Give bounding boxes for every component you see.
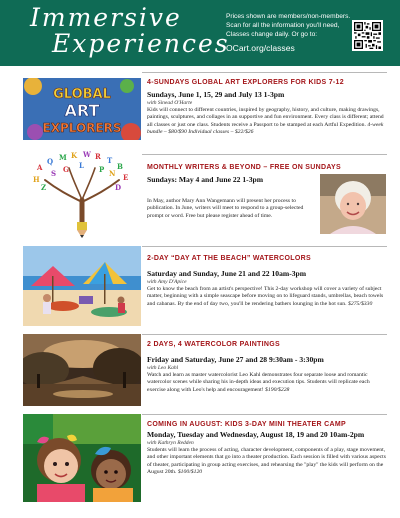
section-price: $190/$228 — [265, 386, 290, 393]
svg-text:T: T — [107, 156, 113, 165]
section-monthly-writers — [147, 163, 341, 220]
kids-theater-photo — [23, 414, 141, 502]
section-watercolor-paintings — [147, 340, 387, 394]
section-dates: Sundays, June 1, 15, 29 and July 13 1-3pm — [147, 90, 285, 99]
svg-text:E: E — [123, 173, 129, 182]
section-dates: Monday, Tuesday and Wednesday, August 18, 19 and 20 10am-2pm — [147, 430, 365, 439]
svg-text:P: P — [99, 165, 105, 174]
svg-text:L: L — [79, 161, 84, 170]
svg-text:R: R — [95, 152, 101, 161]
page-title — [30, 3, 230, 58]
section-dates: Sundays: May 4 and June 22 1-3pm — [147, 175, 264, 184]
svg-text:M: M — [59, 153, 67, 162]
beach-watercolor-image — [23, 246, 141, 326]
image-text-global: GLOBAL — [53, 87, 111, 102]
svg-text:D: D — [115, 183, 122, 192]
classes-url-link[interactable]: OCart.org/classes — [226, 43, 295, 53]
qr-code[interactable] — [352, 20, 383, 51]
pencil-tree-illustration — [23, 150, 141, 238]
page-title-line-1: Immersive — [30, 3, 182, 32]
section-title: 2-DAY “DAY AT THE BEACH” WATERCOLORS — [147, 255, 311, 262]
global-art-explorers-image — [23, 78, 141, 140]
description-text: Get to know the beach from an artist's perspective! This 2-day workshop will cover a variety of subject matter, beginning with a simple seascape before moving on to lifeguard stands, umbrellas, beach towels and cabanas. By the end of day two, you'll be rendering bathers lounging in the hot sun. — [147, 286, 384, 307]
watercolor-landscape-painting — [23, 334, 141, 406]
section-beach-watercolors — [147, 254, 387, 308]
section-instructor: with Kathryn Redden — [147, 440, 194, 446]
watercolor-paintings-image — [23, 334, 141, 406]
svg-text:W: W — [83, 150, 91, 159]
section-instructor: with Leo Kahl — [147, 365, 179, 371]
section-price: $100/$120 — [177, 469, 203, 476]
global-art-explorers-logo — [23, 78, 141, 140]
section-description — [147, 107, 387, 137]
svg-text:B: B — [117, 162, 123, 171]
description-text: Watch and learn as master watercolorist Leo Kahl demonstrates four separate loose and romantic watercolor scenes while sharing his in-depth ideas and execution tips. Students will replicate each exercise along with Leo's help and encouragement! — [147, 372, 370, 393]
section-title: 4-SUNDAYS GLOBAL ART EXPLORERS FOR KIDS 7-12 — [147, 79, 344, 86]
author-portrait — [320, 174, 386, 234]
page-title-line-2: Experiences — [52, 29, 230, 58]
section-divider — [142, 72, 387, 73]
description-text: Students will learn the process of acting, character development, components of a play, stage movement, and other important elements that go into a theater production. Each session is filled with various aspects of theater, participating in group acting exercises, and rehearsing the "play" the kids will perform on the August 20th. — [147, 447, 386, 476]
section-description — [147, 286, 387, 308]
section-description: In May, author Mary Ann Wangemann will present her process to publication. In June, writers will meet to respond to a group-selected prompt or word. Free but please register ahead of time. — [147, 198, 304, 219]
image-text-art: ART — [64, 101, 100, 120]
section-description — [147, 372, 387, 394]
header-info-text: Prices shown are members/non-members. Scan for all the information you'll need, Classes change daily. Or go to: — [226, 13, 351, 38]
section-dates: Saturday and Sunday, June 21 and 22 10am-3pm — [147, 269, 307, 278]
section-description — [147, 447, 387, 477]
beach-watercolor-painting — [23, 246, 141, 326]
section-divider — [142, 154, 387, 155]
section-divider — [142, 414, 387, 415]
svg-text:K: K — [71, 151, 78, 160]
author-portrait-photo — [320, 174, 386, 234]
section-title: COMING IN AUGUST: KIDS 3-DAY MINI THEATER CAMP — [147, 421, 346, 428]
svg-text:Q: Q — [47, 157, 54, 166]
svg-text:N: N — [109, 169, 116, 178]
section-divider — [142, 246, 387, 247]
svg-text:A: A — [37, 163, 43, 172]
section-price: $275/$330 — [348, 300, 373, 307]
section-title: 2 DAYS, 4 WATERCOLOR PAINTINGS — [147, 341, 280, 348]
svg-text:Z: Z — [41, 183, 47, 192]
theater-camp-image — [23, 414, 141, 502]
section-price: 4-week bundle – $80/$90 Individual classes – $22/$26 — [147, 121, 384, 136]
svg-text:H: H — [33, 175, 40, 184]
section-theater-camp — [147, 420, 387, 477]
header-banner — [0, 0, 400, 66]
svg-text:S: S — [51, 169, 57, 178]
section-title: MONTHLY WRITERS & BEYOND – FREE ON SUNDAYS — [147, 164, 341, 171]
description-text: Kids will connect to different countries, inspired by geography, history, and culture, making drawings, paintings, sculptures, and collages in an supportive and fun environment. Every class is different; attend all classes or just one class. Students receive a Passport to be stamped at each Artful Expedition. — [147, 107, 384, 128]
svg-text:G: G — [63, 165, 69, 174]
image-text-explorers: EXPLORERS — [42, 121, 122, 135]
writers-tree-image — [23, 150, 141, 238]
section-global-art-explorers — [147, 78, 387, 137]
section-instructor: with Sinead O'Harte — [147, 100, 193, 106]
section-divider — [142, 334, 387, 335]
qr-code-icon — [354, 22, 381, 49]
section-instructor: with Amy D'Apice — [147, 279, 187, 285]
section-dates: Friday and Saturday, June 27 and 28 9:30am - 3:30pm — [147, 355, 324, 364]
